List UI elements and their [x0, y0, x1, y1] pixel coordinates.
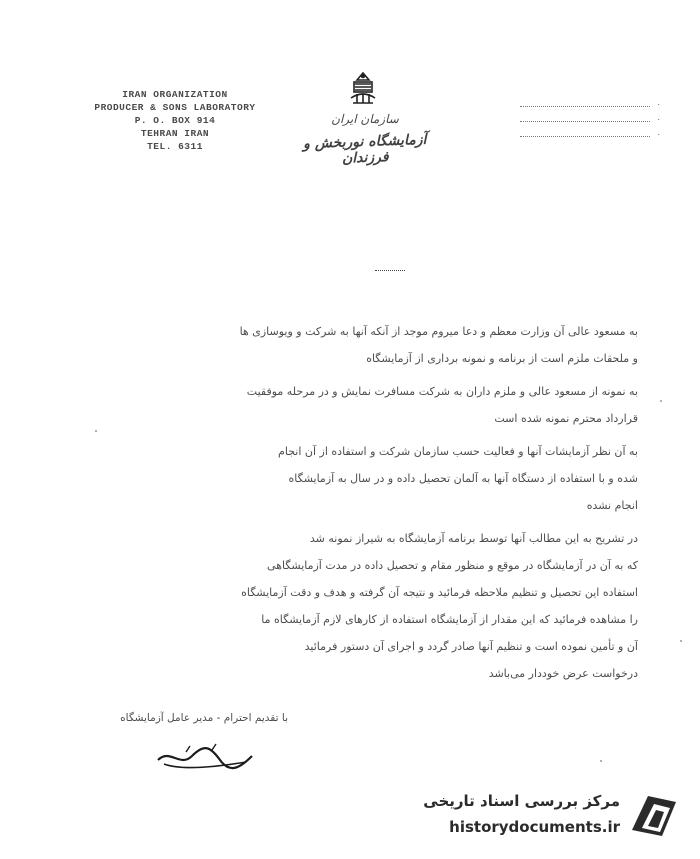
watermark-title: مرکز بررسی اسناد تاریخی: [423, 792, 620, 810]
speck: [680, 640, 682, 642]
letterhead-english: [70, 88, 280, 153]
letterhead-persian: [285, 112, 445, 166]
field-row: .: [520, 107, 660, 122]
letterhead-english-line: TEHRAN IRAN: [140, 128, 210, 139]
body-line: در تشریح به این مطالب آنها توسط برنامه آزمایشگاه به شیراز نمونه شد: [309, 532, 638, 545]
letterhead-english-line: TEL. 6311: [147, 141, 203, 152]
crest-icon: [343, 70, 383, 110]
closing-line: با تقدیم احترام - مدیر عامل آزمایشگاه: [120, 712, 288, 724]
speck: [600, 760, 602, 762]
field-row: .: [520, 122, 660, 137]
letterhead-english-line: PRODUCER & SONS LABORATORY: [94, 102, 256, 113]
speck: [95, 430, 97, 432]
body-line: و ملحقات ملزم است از برنامه و نمونه برداری از آزمایشگاه: [366, 352, 638, 365]
field-row: .: [520, 92, 660, 107]
salutation-line: [375, 264, 405, 271]
body-line: درخواست عرض خوددار می‌باشد: [488, 667, 638, 680]
signature: [150, 738, 260, 778]
body-line: به مسعود عالی آن وزارت معظم و دعا میروم موجد از آنکه آنها به شرکت و ویوسازی ها: [239, 325, 638, 338]
letterhead-persian-line-2: آزمایشگاه نوربخش و فرزندان: [302, 131, 427, 167]
body-line: به آن نظر آزمایشات آنها و فعالیت حسب سازمان شرکت و استفاده از آن انجام: [278, 445, 638, 458]
watermark: [410, 788, 690, 848]
letterhead-english-line: P. O. BOX 914: [134, 115, 216, 126]
letter-body: [118, 318, 638, 687]
body-line: استفاده این تحصیل و تنظیم ملاحظه فرمائید و نتیجه آن گرفته و هدف و دقت آزمایشگاه: [241, 586, 638, 599]
speck: [660, 400, 662, 402]
body-line: شده و با استفاده از دستگاه آنها به آلمان تحصیل داده و در سال به آزمایشگاه: [288, 472, 638, 485]
watermark-logo-icon: [626, 790, 682, 842]
body-line: را مشاهده فرمائید که این مقدار از آزمایشگاه استفاده از کارهای لازم آزمایشگاه ما: [261, 613, 638, 626]
body-line: به نمونه از مسعود عالی و ملزم داران به شرکت مسافرت نمایش و در مرحله موفقیت: [246, 385, 638, 398]
date-number-fields: [520, 92, 660, 137]
body-line: قرارداد محترم نمونه شده است: [494, 412, 638, 425]
body-line: انجام نشده: [586, 499, 638, 512]
body-line: آن و تأمین نموده است و تنظیم آنها صادر گردد و اجرای آن دستور فرمائید: [304, 640, 638, 653]
letterhead-persian-line-1: سازمان ایران: [331, 112, 399, 126]
letterhead-english-line: IRAN ORGANIZATION: [122, 89, 228, 100]
body-line: که به آن در آزمایشگاه در موقع و منظور مقام و تحصیل داده در مدت آزمایشگاهی: [266, 559, 638, 572]
watermark-url: historydocuments.ir: [449, 818, 620, 836]
